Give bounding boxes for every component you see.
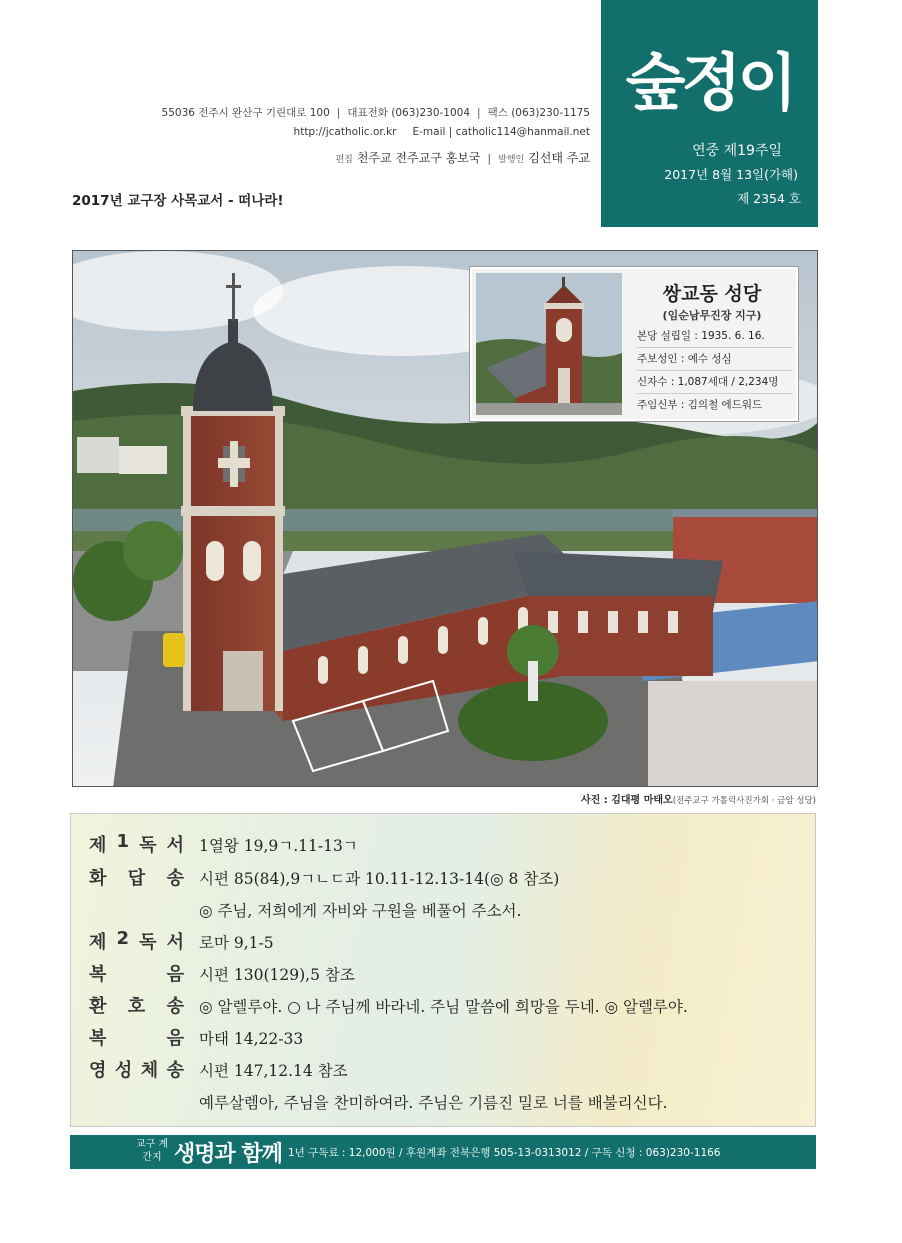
publisher: 김선태 주교 <box>528 151 590 165</box>
publisher-label: 발행인 <box>498 155 525 165</box>
contact-line: 55036 전주시 완산구 기린대로 100 | 대표전화 (063)230-1004 | 팩스 (063)230-1175 <box>161 107 590 119</box>
reading-text: 시편 130(129),5 참조 <box>199 966 355 984</box>
issue-number: 제 2354 호 <box>737 191 801 206</box>
logo-title: 숲정이 <box>625 46 794 119</box>
readings-panel <box>70 813 816 1127</box>
fact-members: 신자수 : 1,087세대 / 2,234명 <box>637 371 793 394</box>
reading-row <box>71 1024 815 1054</box>
subscription-footer <box>70 1135 816 1169</box>
liturgical-sunday: 연중 제19주일 <box>692 143 782 159</box>
fact-founded: 본당 설립일 : 1935. 6. 16. <box>637 325 793 348</box>
logo-box <box>601 0 818 227</box>
email-link[interactable]: E-mail | catholic114@hanmail.net <box>412 126 590 138</box>
fax: 팩스 (063)230-1175 <box>487 107 590 119</box>
caption-credit: 사진 : 김대평 마태오 <box>580 795 673 806</box>
issue-date: 2017년 8월 13일(가해) <box>664 167 798 182</box>
reading-text: 시편 85(84),9ㄱㄴㄷ과 10.11-12.13-14(◎ 8 참조) <box>199 870 560 888</box>
reading-row <box>71 1056 815 1086</box>
fact-pastor: 주임신부 : 김의철 에드워드 <box>637 399 763 411</box>
web-line <box>294 126 590 138</box>
reading-label: 제 2 독 서 <box>89 928 185 953</box>
reading-row <box>71 992 815 1022</box>
phone: 대표전화 (063)230-1004 <box>347 107 471 119</box>
reading-text: 로마 9,1-5 <box>199 934 274 952</box>
photo-caption <box>581 791 816 806</box>
editor: 천주교 전주교구 홍보국 <box>356 151 481 165</box>
fact-patron: 주보성인 : 예수 성심 <box>637 348 793 371</box>
reading-text: 1열왕 19,9ㄱ.11-13ㄱ <box>199 837 358 855</box>
subscription-info: 1년 구독료 : 12,000원 / 후원계좌 전북은행 505-13-0313012 / 구독 신청 : 063)230-1166 <box>288 1147 721 1159</box>
reading-text: ◎ 주님, 저희에게 자비와 구원을 베풀어 주소서. <box>199 902 522 920</box>
parish-name: 쌍교동 성당 <box>662 283 762 305</box>
reading-label: 제 1 독 서 <box>89 831 185 856</box>
reading-label: 복 음 <box>89 1028 185 1049</box>
reading-label: 환 호 송 <box>89 996 185 1017</box>
reading-row <box>71 928 815 958</box>
reading-text: 예루살렘아, 주님을 찬미하여라. 주님은 기름진 밀로 너를 배불리신다. <box>199 1094 668 1112</box>
editor-label: 편집 <box>335 155 353 165</box>
reading-label: 영 성 체 송 <box>89 1060 185 1081</box>
magazine-kicker: 교구 계간지 <box>135 1139 169 1163</box>
parish-thumbnail-illustration <box>476 273 622 415</box>
parish-facts <box>637 325 793 417</box>
address: 55036 전주시 완산구 기린대로 100 <box>161 107 330 119</box>
reading-text: ◎ 알렐루야. ○ 나 주님께 바라네. 주님 말씀에 희망을 두네. ◎ 알렐루야. <box>199 998 688 1016</box>
magazine-name: 생명과 함께 <box>174 1141 282 1167</box>
reading-row <box>71 1088 815 1118</box>
reading-text: 마태 14,22-33 <box>199 1030 304 1048</box>
parish-info-card <box>470 267 798 421</box>
reading-row <box>71 960 815 990</box>
reading-text: 시편 147,12.14 참조 <box>199 1062 348 1080</box>
reading-row <box>71 864 815 894</box>
issue-headline: 2017년 교구장 사목교서 - 떠나라! <box>72 193 284 209</box>
caption-source: (전주교구 가톨릭사진가회 · 금암 성당) <box>672 796 816 806</box>
parish-thumbnail <box>476 273 622 415</box>
parish-region: (임순남무진장 지구) <box>662 309 762 322</box>
credits-line: 편집 천주교 전주교구 홍보국 | 발행인 김선태 주교 <box>335 151 590 165</box>
reading-row <box>71 896 815 926</box>
reading-label: 복 음 <box>89 964 185 985</box>
reading-label: 화 답 송 <box>89 868 185 889</box>
reading-row <box>71 831 815 861</box>
website-link[interactable]: http://jcatholic.or.kr <box>293 126 397 138</box>
